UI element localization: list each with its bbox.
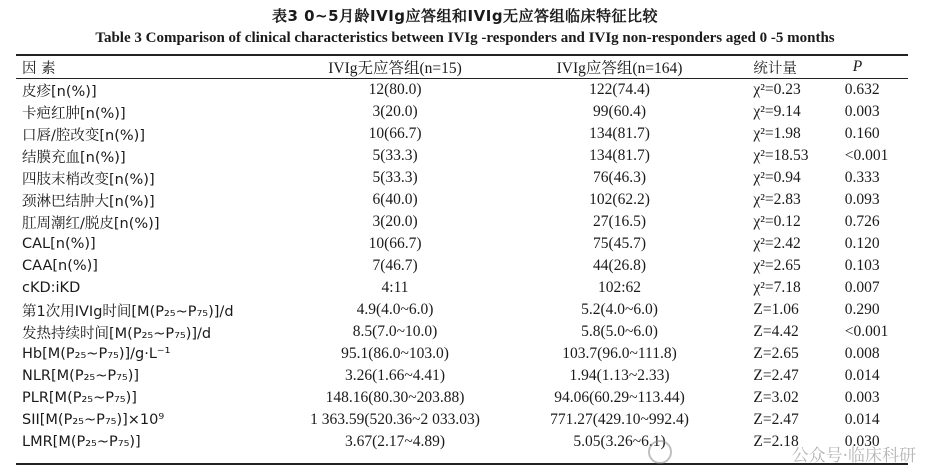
row-factor: CAA[n(%)] — [22, 258, 98, 274]
bottom-rule — [16, 463, 908, 465]
row-non-responder-value: 10(66.7) — [368, 125, 422, 142]
row-statistic: χ²=1.98 — [753, 125, 801, 142]
row-non-responder-value: 148.16(80.30~203.88) — [325, 389, 465, 406]
row-non-responder-value: 7(46.7) — [372, 257, 418, 274]
row-non-responder-value: 3.26(1.66~4.41) — [345, 367, 446, 384]
row-non-responder-value: 3(20.0) — [372, 103, 418, 120]
row-non-responder-value: 5(33.3) — [372, 169, 418, 186]
header-statistic: 统计量 — [735, 56, 840, 79]
row-responder-value: 103.7(96.0~111.8) — [562, 345, 677, 362]
row-factor: 皮疹[n(%)] — [22, 83, 97, 100]
row-responder-value: 134(81.7) — [589, 147, 650, 164]
row-p-value: 0.093 — [844, 191, 880, 208]
header-responder: IVIg应答组(n=164) — [504, 56, 736, 79]
row-p-value: 0.120 — [844, 235, 880, 252]
row-responder-value: 27(16.5) — [593, 213, 646, 230]
row-statistic: Z=2.47 — [753, 367, 799, 384]
row-statistic: χ²=18.53 — [753, 147, 809, 164]
row-non-responder-value: 8.5(7.0~10.0) — [352, 323, 438, 340]
row-p-value: 0.003 — [844, 389, 880, 406]
row-statistic: Z=2.18 — [753, 433, 799, 450]
row-statistic: Z=3.02 — [753, 389, 799, 406]
row-responder-value: 122(74.4) — [589, 81, 650, 98]
row-factor: LMR[M(P₂₅~P₇₅)] — [22, 434, 141, 450]
row-p-value: 0.030 — [844, 433, 880, 450]
row-p-value: 0.290 — [844, 301, 880, 318]
row-statistic: χ²=2.83 — [753, 191, 801, 208]
header-p-value: P — [841, 56, 908, 79]
row-statistic: Z=1.06 — [753, 301, 799, 318]
table-row — [16, 343, 908, 365]
table-caption-en: Table 3 Comparison of clinical characteristics between IVIg -responders and IVIg non-responders aged 0 -5 months — [95, 30, 835, 46]
watermark: 公众号·临床科研 — [791, 446, 916, 466]
row-statistic: χ²=9.14 — [753, 103, 801, 120]
row-responder-value: 5.2(4.0~6.0) — [581, 301, 658, 318]
table-row — [16, 189, 908, 211]
table-row — [16, 321, 908, 343]
row-statistic: Z=2.65 — [753, 345, 799, 362]
data-table — [16, 56, 908, 453]
table-caption-cn: 表3 0~5月龄IVIg应答组和IVIg无应答组临床特征比较 — [271, 7, 659, 25]
row-non-responder-value: 6(40.0) — [372, 191, 418, 208]
table-row — [16, 233, 908, 255]
row-factor: 第1次用IVIg时间[M(P₂₅~P₇₅)]/d — [22, 303, 234, 320]
row-non-responder-value: 1 363.59(520.36~2 033.03) — [310, 411, 480, 428]
row-statistic: χ²=0.23 — [753, 81, 801, 98]
header-row — [16, 56, 908, 79]
row-statistic: Z=4.42 — [753, 323, 799, 340]
table-row — [16, 101, 908, 123]
table-row — [16, 387, 908, 409]
row-non-responder-value: 95.1(86.0~103.0) — [341, 345, 449, 362]
row-responder-value: 102:62 — [597, 279, 642, 296]
row-p-value: 0.726 — [844, 213, 880, 230]
header-factor: 因 素 — [16, 56, 286, 79]
row-p-value: 0.632 — [844, 81, 880, 98]
row-factor: CAL[n(%)] — [22, 236, 96, 252]
row-non-responder-value: 10(66.7) — [368, 235, 422, 252]
row-factor: SII[M(P₂₅~P₇₅)]×10⁹ — [22, 412, 165, 428]
row-non-responder-value: 5(33.3) — [372, 147, 418, 164]
table-row — [16, 255, 908, 277]
row-non-responder-value: 3.67(2.17~4.89) — [345, 433, 446, 450]
row-responder-value: 94.06(60.29~113.44) — [554, 389, 685, 406]
row-factor: Hb[M(P₂₅~P₇₅)]/g·L⁻¹ — [22, 346, 171, 362]
row-factor: 肛周潮红/脱皮[n(%)] — [22, 215, 160, 232]
table-row — [16, 277, 908, 299]
row-factor: 卡疤红肿[n(%)] — [22, 105, 126, 122]
table-row — [16, 145, 908, 167]
row-factor: PLR[M(P₂₅~P₇₅)] — [22, 390, 137, 406]
row-non-responder-value: 4:11 — [381, 279, 409, 296]
table-row — [16, 299, 908, 321]
row-responder-value: 5.05(3.26~6.1) — [573, 433, 666, 450]
row-responder-value: 102(62.2) — [589, 191, 650, 208]
row-factor: 四肢末梢改变[n(%)] — [22, 171, 155, 188]
row-p-value: 0.003 — [844, 103, 880, 120]
row-responder-value: 44(26.8) — [593, 257, 646, 274]
row-factor: 颈淋巴结肿大[n(%)] — [22, 193, 155, 210]
row-p-value: 0.103 — [844, 257, 880, 274]
row-non-responder-value: 12(80.0) — [368, 81, 422, 98]
row-responder-value: 1.94(1.13~2.33) — [569, 367, 670, 384]
row-statistic: χ²=7.18 — [753, 279, 801, 296]
table-row — [16, 123, 908, 145]
row-statistic: χ²=0.12 — [753, 213, 801, 230]
row-responder-value: 75(45.7) — [593, 235, 646, 252]
row-statistic: Z=2.47 — [753, 411, 799, 428]
row-factor: 结膜充血[n(%)] — [22, 149, 126, 166]
row-responder-value: 5.8(5.0~6.0) — [581, 323, 658, 340]
table-row — [16, 79, 908, 102]
row-statistic: χ²=2.65 — [753, 257, 801, 274]
table-row — [16, 365, 908, 387]
row-factor: 发热持续时间[M(P₂₅~P₇₅)]/d — [22, 325, 212, 342]
row-p-value: <0.001 — [844, 323, 889, 340]
row-non-responder-value: 3(20.0) — [372, 213, 418, 230]
row-responder-value: 134(81.7) — [589, 125, 650, 142]
header-non-responder: IVIg无应答组(n=15) — [286, 56, 503, 79]
table-row — [16, 211, 908, 233]
row-p-value: 0.014 — [844, 411, 880, 428]
table-row — [16, 431, 908, 453]
row-factor: 口唇/腔改变[n(%)] — [22, 127, 145, 144]
row-p-value: 0.160 — [844, 125, 880, 142]
row-responder-value: 76(46.3) — [593, 169, 646, 186]
row-responder-value: 771.27(429.10~992.4) — [550, 411, 689, 428]
table-row — [16, 409, 908, 431]
row-factor: cKD:iKD — [22, 280, 81, 296]
row-non-responder-value: 4.9(4.0~6.0) — [356, 301, 434, 318]
row-p-value: <0.001 — [844, 147, 889, 164]
row-statistic: χ²=2.42 — [753, 235, 801, 252]
row-p-value: 0.014 — [844, 367, 880, 384]
table-row — [16, 167, 908, 189]
row-p-value: 0.008 — [844, 345, 880, 362]
row-statistic: χ²=0.94 — [753, 169, 801, 186]
row-factor: NLR[M(P₂₅~P₇₅)] — [22, 368, 140, 384]
wechat-icon — [648, 440, 672, 464]
row-p-value: 0.333 — [844, 169, 880, 186]
row-p-value: 0.007 — [844, 279, 880, 296]
row-responder-value: 99(60.4) — [593, 103, 646, 120]
